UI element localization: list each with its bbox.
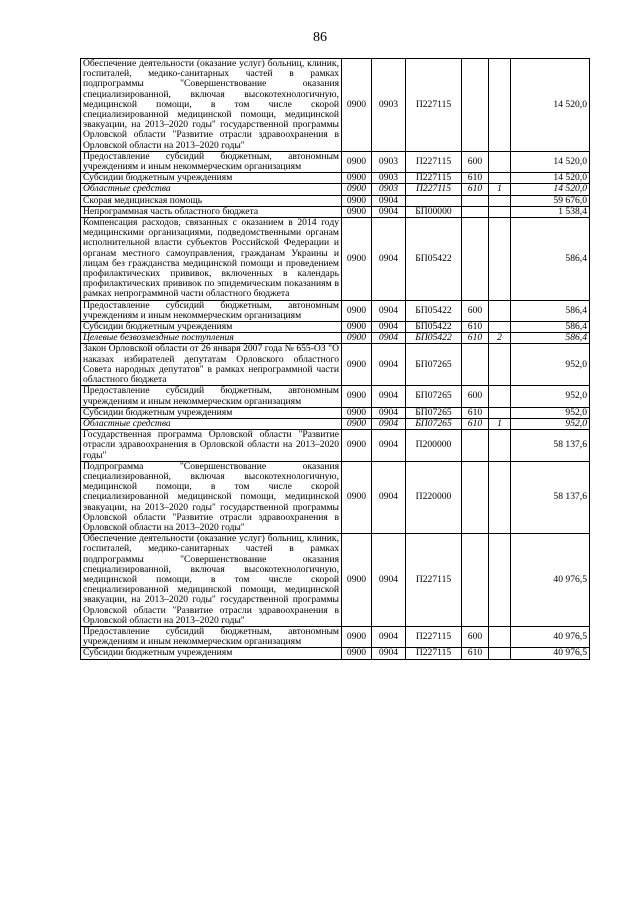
table-row xyxy=(81,461,590,533)
amount: 14 520,0 xyxy=(511,151,590,172)
section-code: 0900 xyxy=(342,407,372,418)
row-description: Субсидии бюджетным учреждениям xyxy=(81,407,342,418)
table-row xyxy=(81,206,590,217)
target-article-code: БП07265 xyxy=(406,407,462,418)
subsection-code: 0904 xyxy=(372,344,406,386)
funding-source-code xyxy=(489,648,511,659)
subsection-code: 0903 xyxy=(372,59,406,152)
amount: 952,0 xyxy=(511,407,590,418)
section-code: 0900 xyxy=(342,59,372,152)
amount: 14 520,0 xyxy=(511,184,590,195)
subsection-code: 0904 xyxy=(372,626,406,647)
section-code: 0900 xyxy=(342,333,372,344)
row-description: Областные средства xyxy=(81,418,342,429)
amount: 14 520,0 xyxy=(511,173,590,184)
target-article-code: П227115 xyxy=(406,648,462,659)
funding-source-code xyxy=(489,195,511,206)
row-description: Скорая медицинская помощь xyxy=(81,195,342,206)
subsection-code: 0903 xyxy=(372,184,406,195)
target-article-code: БП05422 xyxy=(406,218,462,301)
funding-source-code: 2 xyxy=(489,333,511,344)
section-code: 0900 xyxy=(342,300,372,321)
budget-table xyxy=(80,58,590,660)
amount: 58 137,6 xyxy=(511,461,590,533)
target-article-code: БП00000 xyxy=(406,206,462,217)
section-code: 0900 xyxy=(342,648,372,659)
expense-type-code xyxy=(462,218,489,301)
subsection-code: 0904 xyxy=(372,648,406,659)
table-row xyxy=(81,344,590,386)
subsection-code: 0904 xyxy=(372,195,406,206)
target-article-code: П200000 xyxy=(406,430,462,462)
section-code: 0900 xyxy=(342,322,372,333)
row-description: Предоставление субсидий бюджетным, автономным учреждениям и иным некоммерческим организациям xyxy=(81,151,342,172)
target-article-code: БП07265 xyxy=(406,418,462,429)
amount: 952,0 xyxy=(511,344,590,386)
row-description: Предоставление субсидий бюджетным, автономным учреждениям и иным некоммерческим организациям xyxy=(81,626,342,647)
subsection-code: 0904 xyxy=(372,322,406,333)
row-description: Субсидии бюджетным учреждениям xyxy=(81,648,342,659)
funding-source-code xyxy=(489,430,511,462)
funding-source-code xyxy=(489,626,511,647)
expense-type-code xyxy=(462,430,489,462)
table-row xyxy=(81,648,590,659)
expense-type-code: 600 xyxy=(462,386,489,407)
table-row xyxy=(81,626,590,647)
section-code: 0900 xyxy=(342,184,372,195)
target-article-code: БП07265 xyxy=(406,344,462,386)
table-row xyxy=(81,195,590,206)
amount: 586,4 xyxy=(511,300,590,321)
funding-source-code xyxy=(489,322,511,333)
subsection-code: 0904 xyxy=(372,386,406,407)
table-row xyxy=(81,407,590,418)
funding-source-code: 1 xyxy=(489,418,511,429)
amount: 1 538,4 xyxy=(511,206,590,217)
table-row xyxy=(81,218,590,301)
funding-source-code xyxy=(489,206,511,217)
expense-type-code: 600 xyxy=(462,300,489,321)
row-description: Обеспечение деятельности (оказание услуг) больниц, клиник, госпиталей, медико-санитарных частей в рамках подпрограммы "Совершенствование оказания специализированной, включая высокотехнологичную, медицинской помощи, в том числе скорой специализированной медицинской помощи, медицинской эвакуации, на 2013–2020 годы" государственной программы Орловской области "Развитие отрасли здравоохранения в Орловской области на 2013–2020 годы" xyxy=(81,534,342,627)
expense-type-code: 610 xyxy=(462,418,489,429)
table-row xyxy=(81,534,590,627)
amount: 40 976,5 xyxy=(511,626,590,647)
row-description: Компенсация расходов, связанных с оказанием в 2014 году медицинскими организациями, подведомственными органам исполнительной власти субъектов Российской Федерации и органам местного самоуправления, гражданам Украины и лицам без гражданства медицинской помощи и проведением профилактических прививок, включенных в календарь профилактических прививок по эпидемическим показаниям в рамках непрограммной части областного бюджета xyxy=(81,218,342,301)
expense-type-code xyxy=(462,461,489,533)
funding-source-code xyxy=(489,151,511,172)
target-article-code: П227115 xyxy=(406,626,462,647)
expense-type-code: 600 xyxy=(462,626,489,647)
funding-source-code xyxy=(489,534,511,627)
funding-source-code xyxy=(489,344,511,386)
amount: 59 676,0 xyxy=(511,195,590,206)
table-row xyxy=(81,430,590,462)
row-description: Субсидии бюджетным учреждениям xyxy=(81,322,342,333)
table-row xyxy=(81,173,590,184)
subsection-code: 0904 xyxy=(372,206,406,217)
subsection-code: 0904 xyxy=(372,300,406,321)
expense-type-code xyxy=(462,59,489,152)
subsection-code: 0904 xyxy=(372,534,406,627)
expense-type-code xyxy=(462,344,489,386)
target-article-code: П227115 xyxy=(406,151,462,172)
subsection-code: 0904 xyxy=(372,430,406,462)
expense-type-code: 610 xyxy=(462,648,489,659)
section-code: 0900 xyxy=(342,626,372,647)
expense-type-code xyxy=(462,195,489,206)
table-row xyxy=(81,151,590,172)
row-description: Предоставление субсидий бюджетным, автономным учреждениям и иным некоммерческим организациям xyxy=(81,386,342,407)
section-code: 0900 xyxy=(342,218,372,301)
row-description: Целевые безвозмездные поступления xyxy=(81,333,342,344)
funding-source-code xyxy=(489,300,511,321)
row-description: Обеспечение деятельности (оказание услуг) больниц, клиник, госпиталей, медико-санитарных частей в рамках подпрограммы "Совершенствование оказания специализированной, включая высокотехнологичную, медицинской помощи, в том числе скорой специализированной медицинской помощи, медицинской эвакуации, на 2013–2020 годы" государственной программы Орловской области "Развитие отрасли здравоохранения в Орловской области на 2013–2020 годы" xyxy=(81,59,342,152)
amount: 40 976,5 xyxy=(511,648,590,659)
amount: 952,0 xyxy=(511,386,590,407)
amount: 40 976,5 xyxy=(511,534,590,627)
target-article-code: П220000 xyxy=(406,461,462,533)
section-code: 0900 xyxy=(342,461,372,533)
target-article-code xyxy=(406,195,462,206)
funding-source-code xyxy=(489,173,511,184)
subsection-code: 0904 xyxy=(372,218,406,301)
subsection-code: 0904 xyxy=(372,407,406,418)
row-description: Подпрограмма "Совершенствование оказания специализированной, включая высокотехнологичную, медицинской помощи, в том числе скорой специализированной медицинской помощи, медицинской эвакуации, на 2013–2020 годы" государственной программы Орловской области "Развитие отрасли здравоохранения в Орловской области на 2013–2020 годы" xyxy=(81,461,342,533)
page-number: 86 xyxy=(313,30,327,45)
table-row xyxy=(81,322,590,333)
target-article-code: БП07265 xyxy=(406,386,462,407)
row-description: Закон Орловской области от 26 января 2007 года № 655-ОЗ "О наказах избирателей депутатам Орловского областного Совета народных депутатов" в рамках непрограммной части областного бюджета xyxy=(81,344,342,386)
section-code: 0900 xyxy=(342,418,372,429)
expense-type-code: 610 xyxy=(462,173,489,184)
expense-type-code xyxy=(462,206,489,217)
row-description: Непрограммная часть областного бюджета xyxy=(81,206,342,217)
subsection-code: 0903 xyxy=(372,151,406,172)
expense-type-code: 610 xyxy=(462,333,489,344)
amount: 952,0 xyxy=(511,418,590,429)
row-description: Предоставление субсидий бюджетным, автономным учреждениям и иным некоммерческим организациям xyxy=(81,300,342,321)
amount: 586,4 xyxy=(511,333,590,344)
amount: 14 520,0 xyxy=(511,59,590,152)
section-code: 0900 xyxy=(342,534,372,627)
section-code: 0900 xyxy=(342,386,372,407)
table-row xyxy=(81,300,590,321)
expense-type-code xyxy=(462,534,489,627)
section-code: 0900 xyxy=(342,173,372,184)
section-code: 0900 xyxy=(342,195,372,206)
subsection-code: 0904 xyxy=(372,461,406,533)
expense-type-code: 610 xyxy=(462,322,489,333)
section-code: 0900 xyxy=(342,151,372,172)
target-article-code: БП05422 xyxy=(406,322,462,333)
row-description: Государственная программа Орловской области "Развитие отрасли здравоохранения в Орловской области на 2013–2020 годы" xyxy=(81,430,342,462)
section-code: 0900 xyxy=(342,344,372,386)
expense-type-code: 610 xyxy=(462,184,489,195)
expense-type-code: 610 xyxy=(462,407,489,418)
row-description: Областные средства xyxy=(81,184,342,195)
funding-source-code xyxy=(489,386,511,407)
row-description: Субсидии бюджетным учреждениям xyxy=(81,173,342,184)
subsection-code: 0904 xyxy=(372,333,406,344)
funding-source-code: 1 xyxy=(489,184,511,195)
funding-source-code xyxy=(489,407,511,418)
target-article-code: БП05422 xyxy=(406,300,462,321)
target-article-code: П227115 xyxy=(406,59,462,152)
funding-source-code xyxy=(489,59,511,152)
table-row xyxy=(81,59,590,152)
subsection-code: 0903 xyxy=(372,173,406,184)
table-row xyxy=(81,386,590,407)
funding-source-code xyxy=(489,461,511,533)
table-row xyxy=(81,333,590,344)
amount: 586,4 xyxy=(511,218,590,301)
expense-type-code: 600 xyxy=(462,151,489,172)
table-row xyxy=(81,184,590,195)
table-row xyxy=(81,418,590,429)
target-article-code: П227115 xyxy=(406,534,462,627)
amount: 58 137,6 xyxy=(511,430,590,462)
section-code: 0900 xyxy=(342,430,372,462)
amount: 586,4 xyxy=(511,322,590,333)
target-article-code: БП05422 xyxy=(406,333,462,344)
subsection-code: 0904 xyxy=(372,418,406,429)
target-article-code: П227115 xyxy=(406,184,462,195)
target-article-code: П227115 xyxy=(406,173,462,184)
section-code: 0900 xyxy=(342,206,372,217)
funding-source-code xyxy=(489,218,511,301)
